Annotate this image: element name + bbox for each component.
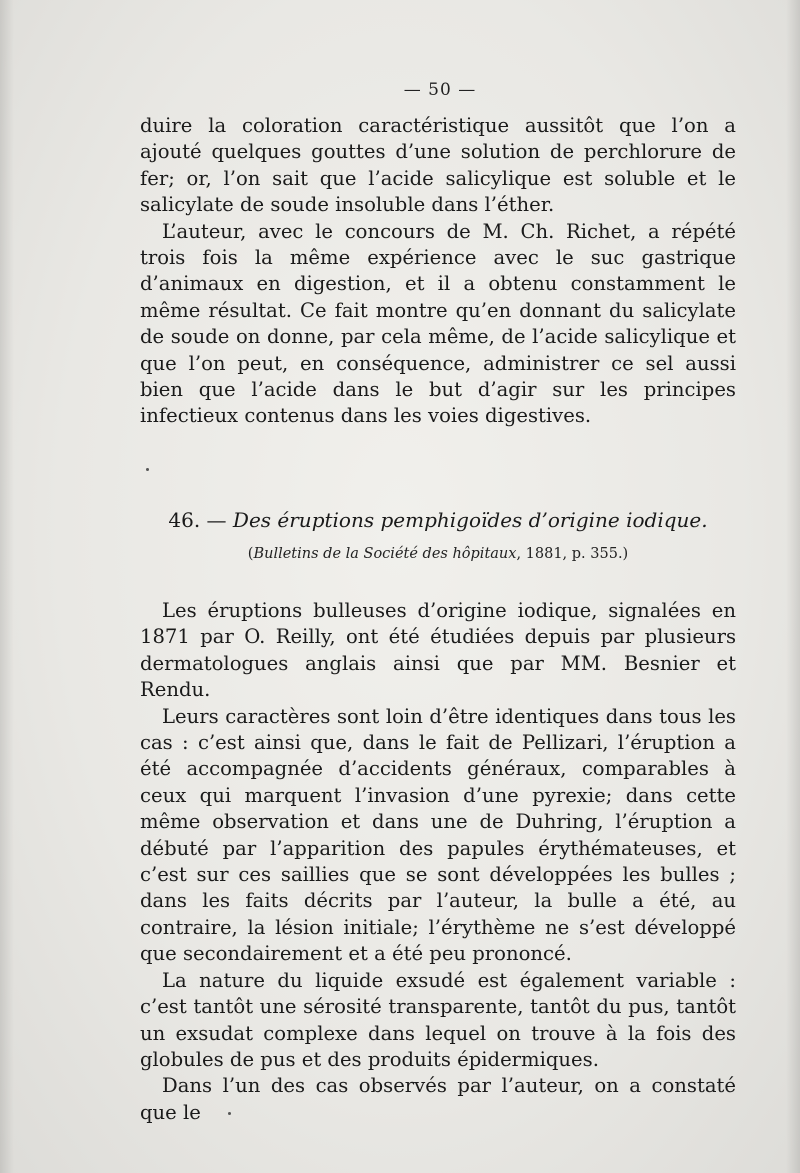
text-block-top <box>140 113 736 430</box>
text-block-bottom <box>140 598 736 1126</box>
paragraph: Leurs caractères sont loin d’être identiques dans tous les cas : c’est ainsi que, dans le fait de Pellizari, l’éruption a été accompagnée d’accidents généraux, comparables à ceux qui marquent l’invasion d’une pyrexie; dans cette même observation et dans une de Duhring, l’éruption a débuté par l’apparition des papules érythémateuses, et c’est sur ces saillies que se sont développées les bulles ; dans les faits décrits par l’auteur, la bulle a été, au contraire, la lésion initiale; l’érythème ne s’est développé que secondairement et a été peu prononcé. <box>140 704 736 966</box>
paragraph: Dans l’un des cas observés par l’auteur, on a constaté que le <box>140 1074 736 1124</box>
citation-details: , 1881, p. 355.) <box>516 546 629 562</box>
paragraph: La nature du liquide exsudé est également variable : c’est tantôt une sérosité transparente, tantôt du pus, tantôt un exsudat complexe dans lequel on trouve à la fois des globules de pus et des produits épidermiques. <box>140 968 736 1071</box>
right-edge-shadow <box>786 0 800 1173</box>
page-number: — 50 — <box>403 80 477 100</box>
citation-journal: Bulletins de la Société des hôpitaux <box>253 546 517 562</box>
paragraph: duire la coloration caractéristique aussitôt que l’on a ajouté quelques gouttes d’une solution de perchlorure de fer; or, l’on sait que l’acide salicylique est soluble et le salicylate de soude insoluble dans l’éther. <box>140 114 736 217</box>
section-heading <box>140 508 736 532</box>
paragraph: L’auteur, avec le concours de M. Ch. Richet, a répété trois fois la même expérience avec le suc gastrique d’animaux en digestion, et il a obtenu constamment le même résultat. Ce fait montre qu’en donnant du salicylate de soude on donne, par cela même, de l’acide salicylique et que l’on peut, en conséquence, administrer ce sel aussi bien que l’acide dans le but d’agir sur les principes infectieux contenus dans les voies digestives. <box>140 219 736 428</box>
section-title: Des éruptions pemphigoïdes d’origine iodique. <box>232 508 708 532</box>
section-citation <box>140 546 736 562</box>
ink-speck <box>146 468 149 471</box>
section-number: 46. — <box>168 508 227 532</box>
ink-speck <box>228 1112 231 1115</box>
left-edge-shadow <box>0 0 14 1173</box>
paragraph: Les éruptions bulleuses d’origine iodique, signalées en 1871 par O. Reilly, ont été étudiées depuis par plusieurs dermatologues anglais ainsi que par MM. Besnier et Rendu. <box>140 599 736 702</box>
citation-open: ( <box>247 546 254 562</box>
